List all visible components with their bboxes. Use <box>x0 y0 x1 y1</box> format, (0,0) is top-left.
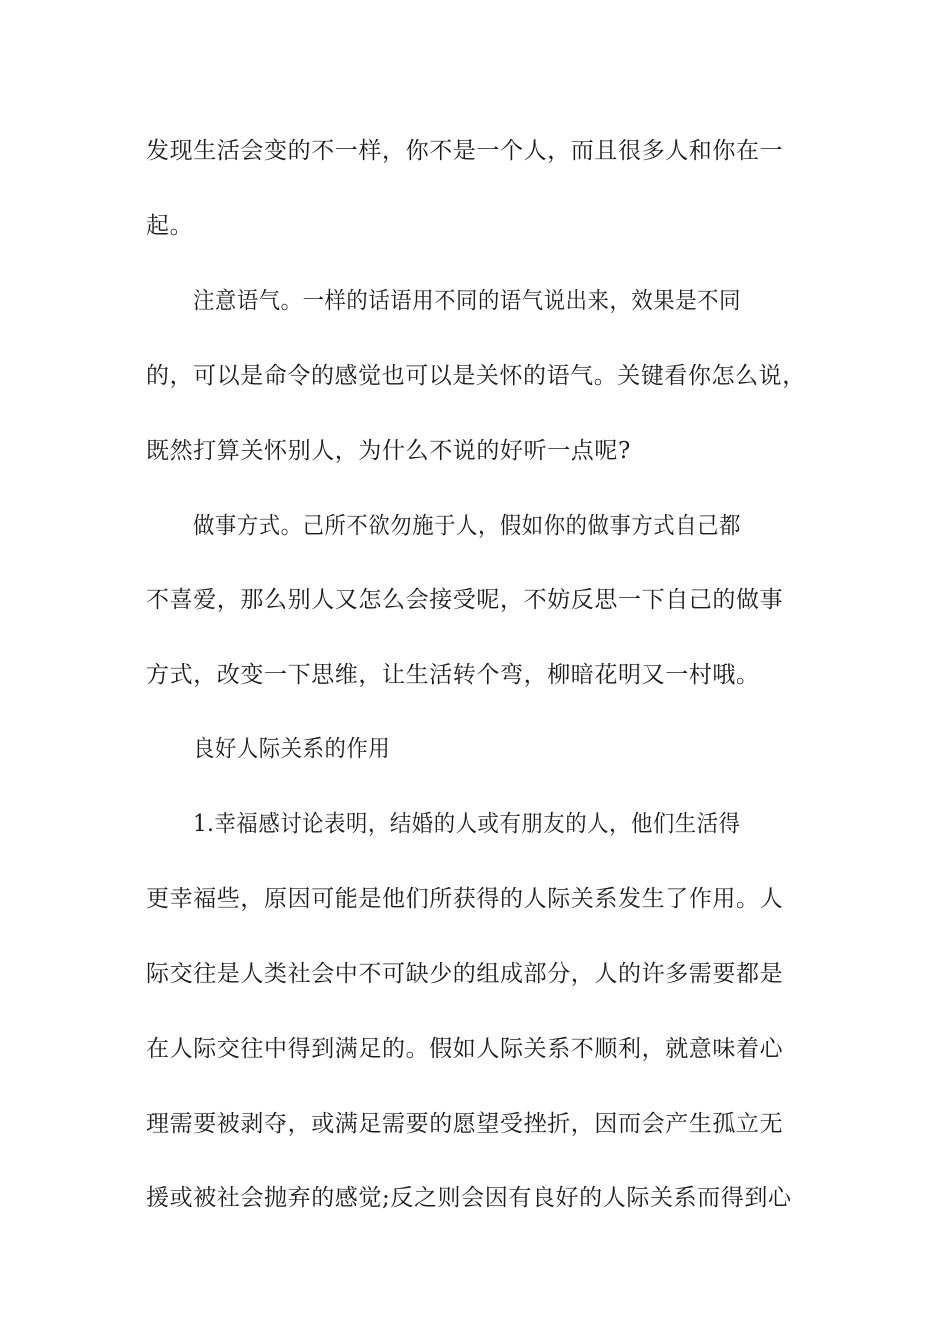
text-line: 起。 <box>146 213 194 239</box>
text-line: 发现生活会变的不一样，你不是一个人，而且很多人和你在一 <box>146 138 784 164</box>
text-line: 更幸福些，原因可能是他们所获得的人际关系发生了作用。人 <box>146 886 784 912</box>
text-line: 援或被社会抛弃的感觉;反之则会因有良好的人际关系而得到心 <box>146 1185 792 1211</box>
text-line: 理需要被剥夺，或满足需要的愿望受挫折，因而会产生孤立无 <box>146 1111 784 1137</box>
text-line: 在人际交往中得到满足的。假如人际关系不顺利，就意味着心 <box>146 1036 784 1062</box>
text-line: 际交往是人类社会中不可缺少的组成部分，人的许多需要都是 <box>146 961 784 987</box>
section-heading: 良好人际关系的作用 <box>193 736 391 762</box>
text-line: 的，可以是命令的感觉也可以是关怀的语气。关键看你怎么说， <box>146 363 806 389</box>
paragraph-start-line: 做事方式。己所不欲勿施于人，假如你的做事方式自己都 <box>193 513 741 539</box>
text-line: 既然打算关怀别人，为什么不说的好听一点呢? <box>146 438 631 464</box>
text-line: 方式，改变一下思维，让生活转个弯，柳暗花明又一村哦。 <box>146 662 760 688</box>
paragraph-start-line: 注意语气。一样的话语用不同的语气说出来，效果是不同 <box>193 288 741 314</box>
paragraph-start-line: 1.幸福感讨论表明，结婚的人或有朋友的人，他们生活得 <box>193 811 741 837</box>
text-line: 不喜爱，那么别人又怎么会接受呢，不妨反思一下自己的做事 <box>146 587 784 613</box>
